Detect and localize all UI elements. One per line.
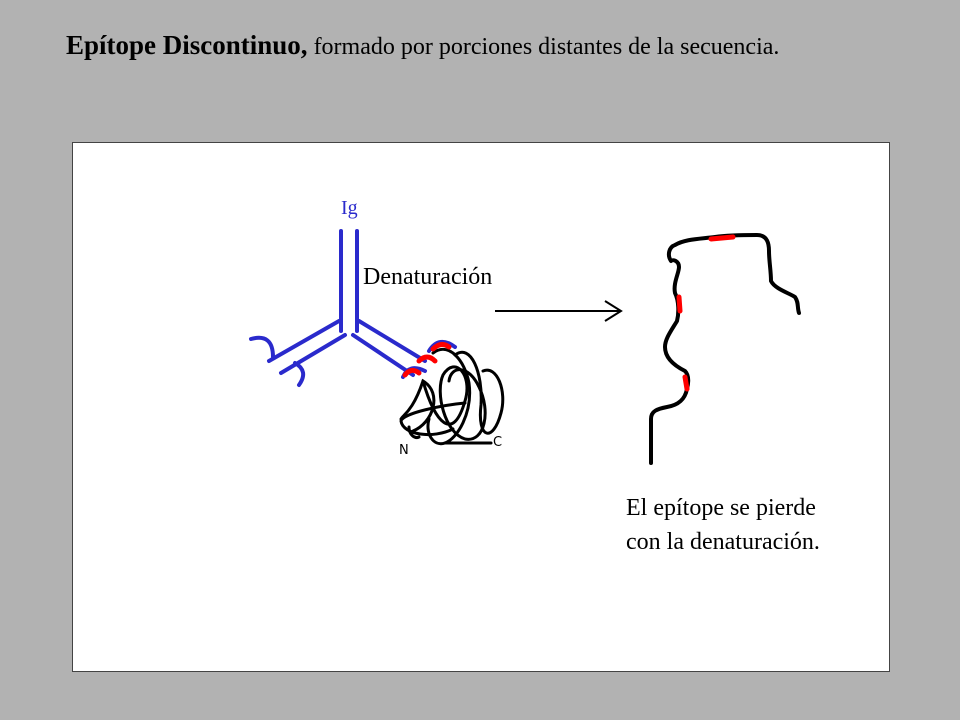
folded-protein bbox=[401, 349, 503, 443]
slide-title bbox=[66, 30, 866, 62]
antibody-shape bbox=[251, 231, 455, 385]
title-bold: Epítope Discontinuo, bbox=[66, 30, 308, 60]
n-terminus-label: N bbox=[399, 443, 409, 458]
epitope-segments-denatured bbox=[679, 237, 733, 389]
diagram-svg bbox=[73, 143, 889, 671]
denaturation-label: Denaturación bbox=[363, 264, 493, 290]
title-rest: formado por porciones distantes de la secuencia. bbox=[307, 34, 780, 60]
denaturation-arrow bbox=[495, 301, 621, 321]
caption-text: El epítope se pierde con la denaturación. bbox=[626, 495, 820, 555]
diagram-panel bbox=[72, 142, 890, 672]
c-terminus-label: C bbox=[493, 435, 503, 450]
denatured-chain bbox=[651, 235, 799, 463]
ig-label: Ig bbox=[341, 197, 358, 219]
